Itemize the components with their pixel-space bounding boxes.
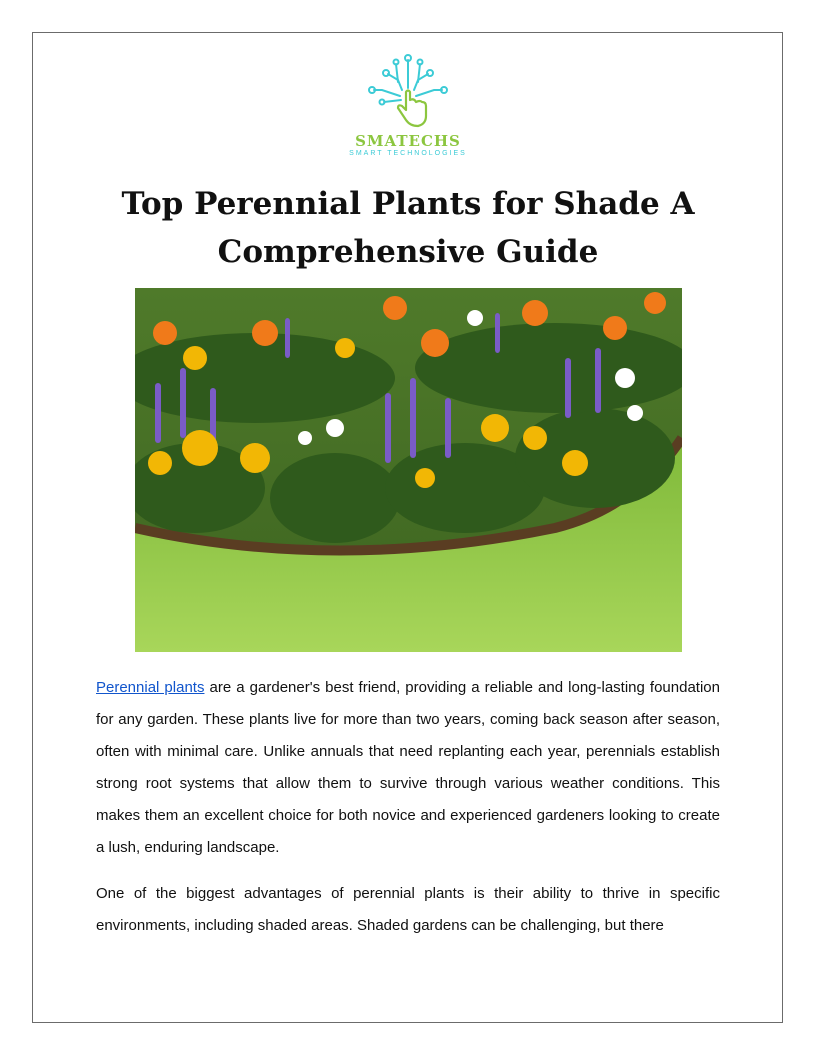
hand-circuit-icon <box>368 54 448 130</box>
flower-bed-illustration <box>135 288 682 652</box>
logo-name: SMATECHS <box>355 132 461 150</box>
title-line-1: Top Perennial Plants for Shade A <box>121 186 695 222</box>
title-line-2: Comprehensive Guide <box>217 234 599 270</box>
logo-tagline: SMART TECHNOLOGIES <box>349 150 467 157</box>
page-title <box>100 180 716 276</box>
paragraph-1 <box>96 672 720 864</box>
paragraph-1-text: are a gardener's best friend, providing a reliable and long-lasting foundation for any garden. These plants live for more than two years, coming back season after season, often with minimal care. Unlike annuals that need replanting each year, perennials establish strong root systems that allow them to survive through various weather conditions. This makes them an excellent choice for both novice and experienced gardeners looking to create a lush, enduring landscape. <box>96 679 720 856</box>
article-body <box>96 672 720 956</box>
paragraph-2: One of the biggest advantages of perennial plants is their ability to thrive in specific environments, including shaded areas. Shaded gardens can be challenging, but there <box>96 885 720 934</box>
flower-bed-photo <box>135 288 682 652</box>
logo <box>338 54 478 164</box>
perennial-plants-link[interactable]: Perennial plants <box>96 679 205 696</box>
